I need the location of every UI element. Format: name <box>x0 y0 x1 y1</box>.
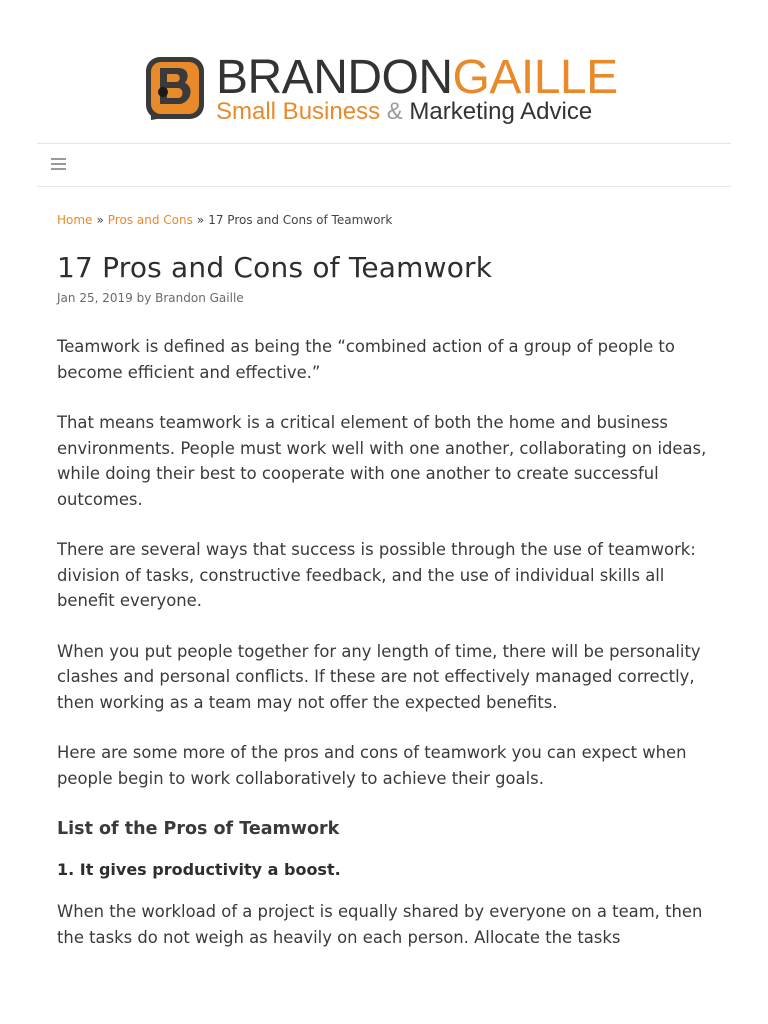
hamburger-menu-icon[interactable] <box>51 157 67 171</box>
logo-brand-part1: BRANDON <box>216 51 453 104</box>
main-navigation <box>37 143 731 187</box>
article-paragraph: There are several ways that success is possible through the use of teamwork: division of tasks, constructive feedback, and the use of individual skills all benefit everyone. <box>57 540 696 610</box>
post-meta <box>57 289 717 307</box>
logo-tagline-part2: Marketing Advice <box>409 98 593 125</box>
article-paragraph: When the workload of a project is equally shared by everyone on a team, then the tasks do not weigh as heavily on each person. Allocate the tasks <box>57 902 703 947</box>
logo-brand-part2: GAILLE <box>452 51 618 104</box>
article-paragraph: Teamwork is defined as being the “combined action of a group of people to become efficient and effective.” <box>57 337 675 382</box>
article-content <box>57 211 717 975</box>
breadcrumb-home-link[interactable]: Home <box>57 213 93 227</box>
post-author[interactable]: Brandon Gaille <box>155 291 244 305</box>
logo-tagline-part1: Small Business <box>216 98 381 125</box>
logo-brand-name <box>216 51 618 104</box>
article-body <box>57 334 717 950</box>
logo-tagline <box>216 98 592 126</box>
article-paragraph: That means teamwork is a critical element of both the home and business environments. People must work well with one another, collaborating on ideas, while doing their best to cooperate with one another to create successful outcomes. <box>57 413 707 509</box>
breadcrumb <box>57 211 717 229</box>
page-title: 17 Pros and Cons of Teamwork <box>57 251 493 284</box>
site-header <box>0 0 768 143</box>
breadcrumb-separator: » <box>96 213 104 227</box>
breadcrumb-category-link[interactable]: Pros and Cons <box>107 213 193 227</box>
article-paragraph: When you put people together for any length of time, there will be personality clashes and personal conflicts. If these are not effectively managed correctly, then working as a team may not offer the expected benefits. <box>57 641 701 712</box>
breadcrumb-current: 17 Pros and Cons of Teamwork <box>208 213 393 227</box>
brand-logo-icon <box>143 54 207 126</box>
breadcrumb-separator: » <box>196 213 205 227</box>
logo-tagline-amp: & <box>386 98 403 125</box>
item-heading: 1. It gives productivity a boost. <box>57 860 341 879</box>
post-date: Jan 25, 2019 <box>57 291 133 305</box>
post-by: by <box>136 291 152 305</box>
section-heading-pros: List of the Pros of Teamwork <box>57 819 340 839</box>
article-paragraph: Here are some more of the pros and cons of teamwork you can expect when people begin to work collaboratively to achieve their goals. <box>57 743 687 788</box>
site-logo[interactable] <box>143 51 633 128</box>
